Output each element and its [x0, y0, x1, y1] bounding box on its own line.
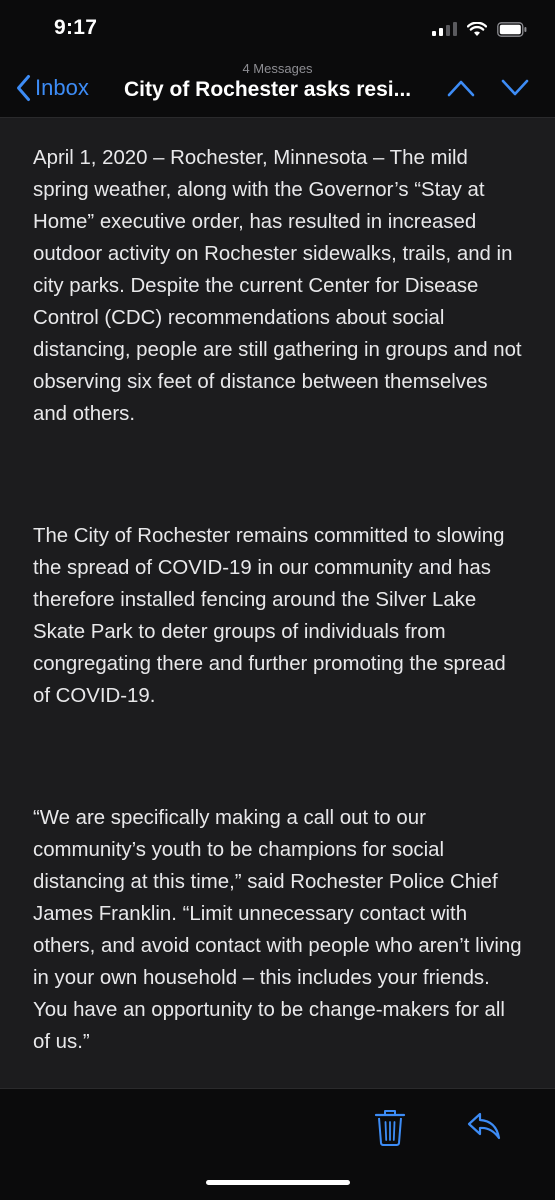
chevron-left-icon [16, 74, 31, 102]
message-count: 4 Messages [242, 61, 313, 76]
email-paragraph: April 1, 2020 – Rochester, Minnesota – The mild spring weather, along with the Governor’s “Stay at Home” executive order, has resulted in increased outdoor activity on Rochester sidewalks, trails, and in city parks. Despite the current Center for Disease Control (CDC) recommendations about social distancing, people are still gathering in groups and not observing six feet of distance between themselves and others. [33, 147, 522, 425]
thread-title: City of Rochester asks resi... [124, 78, 412, 101]
back-button-label: Inbox [35, 75, 89, 100]
message-navigation [447, 78, 529, 98]
reply-icon[interactable] [466, 1111, 502, 1141]
status-icons [432, 19, 527, 39]
previous-message-button[interactable] [447, 78, 475, 98]
email-paragraph: The City of Rochester remains committed to slowing the spread of COVID-19 in our community and has therefore installed fencing around the Silver Lake Skate Park to deter groups of individuals from congregating there and further promoting the spread of COVID-19. [33, 525, 506, 707]
back-to-inbox-button[interactable] [16, 74, 89, 102]
next-message-button[interactable] [501, 78, 529, 98]
navigation-bar [0, 60, 555, 118]
cellular-signal-icon [432, 22, 457, 36]
wifi-icon [467, 22, 487, 37]
email-body [0, 118, 555, 1088]
home-indicator[interactable] [206, 1180, 350, 1185]
email-paragraph: “We are specifically making a call out to our community’s youth to be champions for social distancing at this time,” said Rochester Police Chief James Franklin. “Limit unnecessary contact with others, and avoid contact with people who aren’t living in your own household – this includes your friends. You have an opportunity to be change-makers for all of us.” [33, 807, 522, 1053]
battery-icon [497, 22, 527, 37]
trash-icon[interactable] [373, 1109, 407, 1147]
status-time: 9:17 [54, 16, 98, 39]
status-bar [0, 0, 555, 60]
